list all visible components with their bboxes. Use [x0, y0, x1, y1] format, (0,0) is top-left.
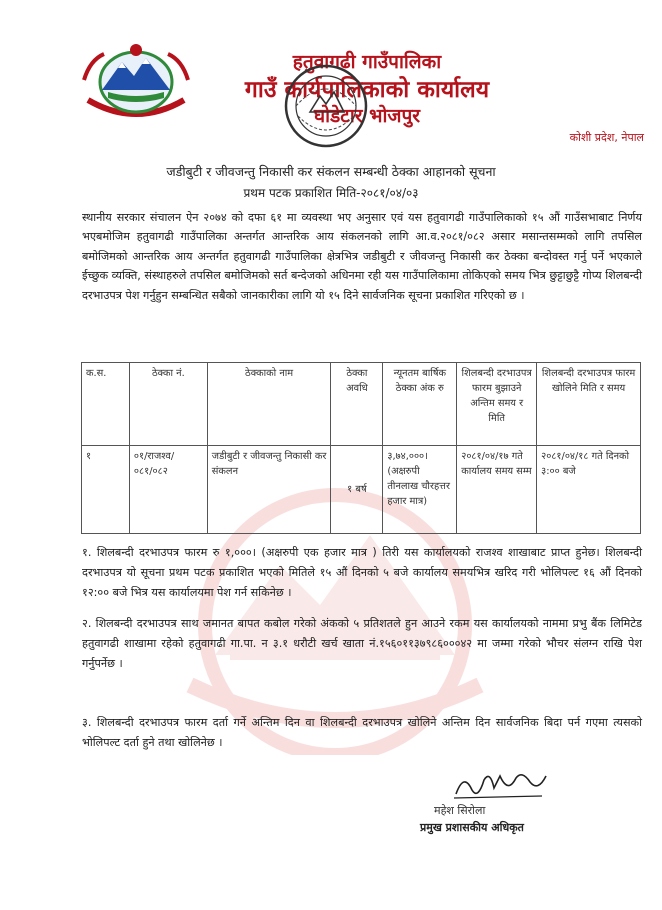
term-3: ३. शिलबन्दी दरभाउपत्र फारम दर्ता गर्ने अन्तिम दिन वा शिलबन्दी दरभाउपत्र खोलिने अन्तिम दिन सार्वजनिक बिदा पर्न गएमा त्यसको भोलिपल्ट दर्ता हुने तथा खोलिनेछ । [82, 716, 642, 749]
col-header-deadline: शिलबन्दी दरभाउपत्र फारम बुझाउने अन्तिम समय र मिति [457, 363, 537, 446]
cell-sn: १ [82, 446, 130, 534]
cell-name: जडीबुटी र जीवजन्तु निकासी कर संकलन [207, 446, 331, 534]
cell-opening: २०८१/०४/१८ गते दिनको ३:०० बजे [537, 446, 641, 534]
col-header-name: ठेक्काको नाम [207, 363, 331, 446]
cell-amount-words: (अक्षरुपी तीनलाख चौरहत्तर हजार मात्र) [387, 466, 450, 507]
province-label: कोशी प्रदेश, नेपाल [569, 131, 644, 144]
published-date: प्रथम पटक प्रकाशित मिति-२०८१/०४/०३ [243, 186, 419, 200]
table-header-row [82, 363, 641, 446]
cell-amount [383, 446, 457, 534]
signer-name: महेश सिरोला [434, 804, 486, 817]
office-location: घोडेटार भोजपुर [313, 105, 421, 127]
cell-contract-no: ०१/राजश्व/०८१/०८२ [129, 446, 207, 534]
col-header-contract-no: ठेक्का नं. [129, 363, 207, 446]
col-header-opening: शिलबन्दी दरभाउपत्र फारम खोलिने मिति र समय [537, 363, 641, 446]
cell-duration: १ बर्ष [331, 446, 383, 534]
office-seal-stamp-icon [282, 62, 370, 150]
handwritten-signature-icon [450, 768, 550, 802]
notice-title: जडीबुटी र जीवजन्तु निकासी कर संकलन सम्बन्धी ठेक्का आहानको सूचना [166, 164, 496, 179]
notice-intro-paragraph: स्थानीय सरकार संचालन ऐन २०७४ को दफा ६१ मा व्यवस्था भए अनुसार एवं यस हतुवागढी गाउँपालिकाको १५ औं गाउँसभाबाट निर्णय भएबमोजिम हतुवागढी गाउँपालिका अन्तर्गत आन्तरिक आय संकलनको लागि आ.व.२०८१/०८२ असार मसान्तसम्मको लागि तपसिल बमोजिमको आन्तरिक आय अन्तर्गत हतुवागढी गाउँपालिका क्षेत्रभित्र जडीबुटी र जीवजन्तु निकासी कर ठेक्का बन्दोवस्त गर्नु पर्ने भएकाले ईच्छुक व्यक्ति, संस्थाहरुले तपसिल बमोजिमको सर्त बन्देजको अधिनमा रही यस गाउँपालिकामा तोकिएको समय भित्र छुट्टाछुट्टै गोप्य शिलबन्दी दरभाउपत्र पेश गर्नुहुन सम्बन्धित सबैको जानकारीका लागि यो १५ दिने सार्वजनिक सूचना प्रकाशित गरिएको छ । [82, 211, 642, 302]
tender-table [81, 362, 641, 534]
term-1: १. शिलबन्दी दरभाउपत्र फारम रु १,०००। (अक्षरुपी एक हजार मात्र ) तिरी यस कार्यालयको राजश्व शाखाबाट प्राप्त हुनेछ। शिलबन्दी दरभाउपत्र यो सूचना प्रथम पटक प्रकाशित भएको मितिले १५ औं दिनको ५ बजे कार्यालय समयभित्र खरिद गरी भोलिपल्ट १६ औं दिनको १२:०० बजे भित्र यस कार्यालयमा पेश गर्न सकिनेछ । [82, 546, 642, 599]
cell-amount-figure: ३,७४,०००। [387, 451, 428, 462]
signer-title: प्रमुख प्रशासकीय अधिकृत [420, 821, 524, 834]
municipality-name: हतुवागढी गाउँपालिका [292, 51, 442, 73]
col-header-duration: ठेक्का अवधि [331, 363, 383, 446]
cell-deadline: २०८१/०४/१७ गते कार्यालय समय सम्म [457, 446, 537, 534]
term-2: २. शिलबन्दी दरभाउपत्र साथ जमानत बापत कबोल गरेको अंकको ५ प्रतिशतले हुन आउने रकम यस कार्यालयको नाममा प्रभु बैंक लिमिटेड हतुवागढी शाखामा रहेको हतुवागढी गा.पा. न ३.१ धरौटी खर्च खाता नं.१५६०११३७९८६०००४२ मा जम्मा गरेको भौचर संलग्न राखि पेश गर्नुपर्नेछ । [82, 617, 642, 670]
office-name: गाउँ कार्यपालिकाको कार्यालय [244, 77, 490, 103]
col-header-sn: क.स. [82, 363, 130, 446]
col-header-amount: न्यूनतम बार्षिक ठेक्का अंक रु [383, 363, 457, 446]
table-row [82, 446, 641, 534]
